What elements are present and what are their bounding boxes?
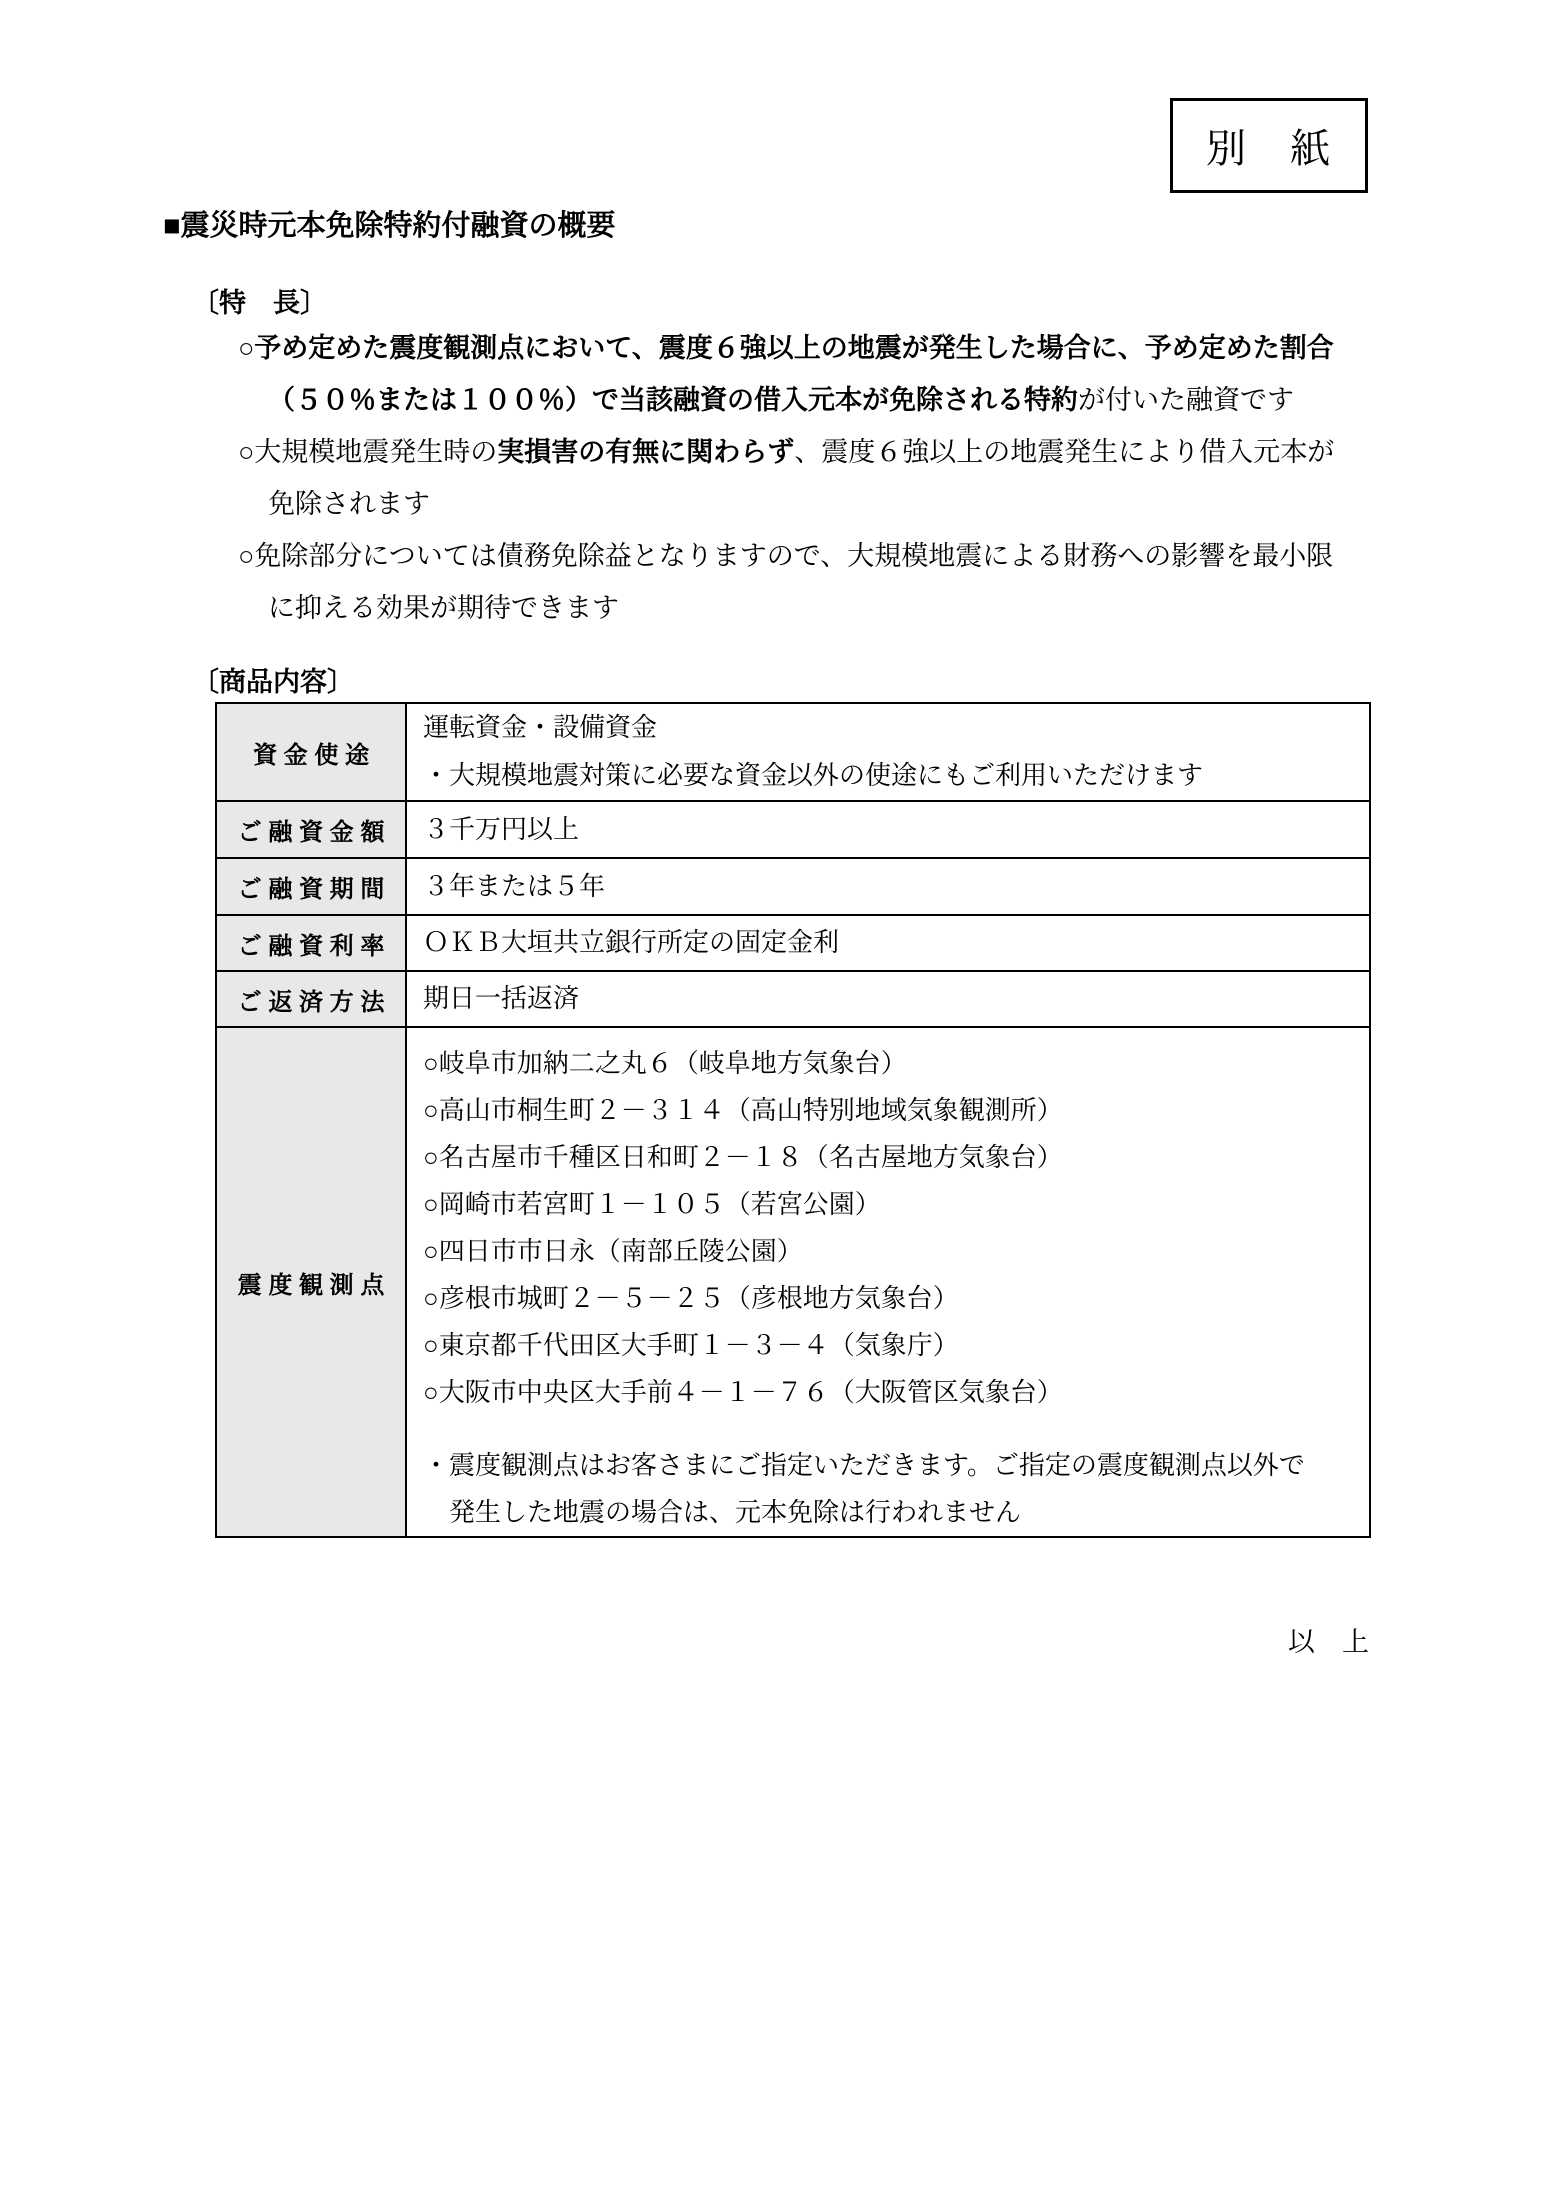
- cell-line: ・大規模地震対策に必要な資金以外の使途にもご利用いただけます: [423, 761, 1204, 790]
- row-label-term: ご 融 資 期 間: [216, 858, 406, 915]
- feature-text-bold: ○予め定めた震度観測点において、震度６強以上の地震が発生した場合に、予め定めた割合: [238, 333, 1334, 363]
- features-section-heading: 〔特 長〕: [192, 288, 327, 318]
- feature-line: [238, 530, 1458, 582]
- observation-point: ○大阪市中央区大手前４－１－７６（大阪管区気象台）: [423, 1378, 1063, 1407]
- closing-text: 以 上: [1288, 1627, 1369, 1657]
- table-row-observation-points: [216, 1027, 1370, 1537]
- attachment-tag-label: 別 紙: [1206, 126, 1332, 171]
- note-line: 発生した地震の場合は、元本免除は行われません: [449, 1498, 1022, 1527]
- feature-item: [238, 426, 1458, 530]
- feature-line: [238, 374, 1458, 426]
- table-row-amount: [216, 801, 1370, 858]
- observation-point: ○名古屋市千種区日和町２－１８（名古屋地方気象台）: [423, 1143, 1063, 1172]
- row-label-observation-points: 震 度 観 測 点: [216, 1027, 406, 1537]
- attachment-tag-box: [1170, 98, 1368, 193]
- cell-line: 運転資金・設備資金: [423, 713, 658, 742]
- feature-line: [238, 426, 1458, 478]
- row-value-amount: [406, 801, 1370, 858]
- observation-point: ○東京都千代田区大手町１－３－４（気象庁）: [423, 1331, 959, 1360]
- feature-text: ○大規模地震発生時の: [238, 437, 498, 467]
- page-title: ■震災時元本免除特約付融資の概要: [163, 210, 616, 242]
- observation-point: ○高山市桐生町２－３１４（高山特別地域気象観測所）: [423, 1096, 1063, 1125]
- observation-point: ○岐阜市加納二之丸６（岐阜地方気象台）: [423, 1049, 907, 1078]
- cell-line: ３年または５年: [423, 871, 606, 901]
- table-row-repayment: [216, 971, 1370, 1027]
- feature-text: ○免除部分については債務免除益となりますので、大規模地震による財務への影響を最小限: [238, 541, 1334, 571]
- observation-point: ○四日市市日永（南部丘陵公園）: [423, 1237, 803, 1266]
- features-list: [238, 322, 1458, 634]
- cell-line: ３千万円以上: [423, 814, 580, 844]
- row-label-amount: ご 融 資 金 額: [216, 801, 406, 858]
- product-details-table: [215, 702, 1371, 1538]
- feature-line: [238, 322, 1458, 374]
- feature-item: [238, 530, 1458, 634]
- feature-text: 、震度６強以上の地震発生により借入元本が: [794, 437, 1335, 467]
- feature-item: [238, 322, 1458, 426]
- cell-line: 期日一括返済: [423, 984, 580, 1013]
- row-value-usage: [406, 703, 1370, 801]
- observation-point: ○彦根市城町２－５－２５（彦根地方気象台）: [423, 1284, 959, 1313]
- feature-text: が付いた融資です: [1078, 385, 1294, 415]
- row-value-term: [406, 858, 1370, 915]
- feature-text: 免除されます: [268, 489, 430, 519]
- cell-line: ＯＫＢ大垣共立銀行所定の固定金利: [423, 928, 840, 957]
- feature-line: [238, 478, 1458, 530]
- observation-points-note: [423, 1442, 1369, 1536]
- feature-text-bold: 実損害の有無に関わらず: [497, 437, 795, 467]
- table-row-rate: [216, 915, 1370, 971]
- feature-line: [238, 582, 1458, 634]
- table-row-term: [216, 858, 1370, 915]
- row-value-observation-points: [406, 1027, 1370, 1537]
- note-line: ・震度観測点はお客さまにご指定いただきます。ご指定の震度観測点以外で: [423, 1451, 1305, 1480]
- row-value-rate: [406, 915, 1370, 971]
- feature-text: に抑える効果が期待できます: [268, 593, 619, 623]
- product-section-heading: 〔商品内容〕: [192, 667, 354, 697]
- row-label-usage: 資 金 使 途: [216, 703, 406, 801]
- row-label-repayment: ご 返 済 方 法: [216, 971, 406, 1027]
- observation-point: ○岡崎市若宮町１－１０５（若宮公園）: [423, 1190, 881, 1219]
- row-value-repayment: [406, 971, 1370, 1027]
- row-label-rate: ご 融 資 利 率: [216, 915, 406, 971]
- table-row-usage: [216, 703, 1370, 801]
- feature-text-bold: （５０％または１００％）で当該融資の借入元本が免除される特約: [268, 385, 1078, 415]
